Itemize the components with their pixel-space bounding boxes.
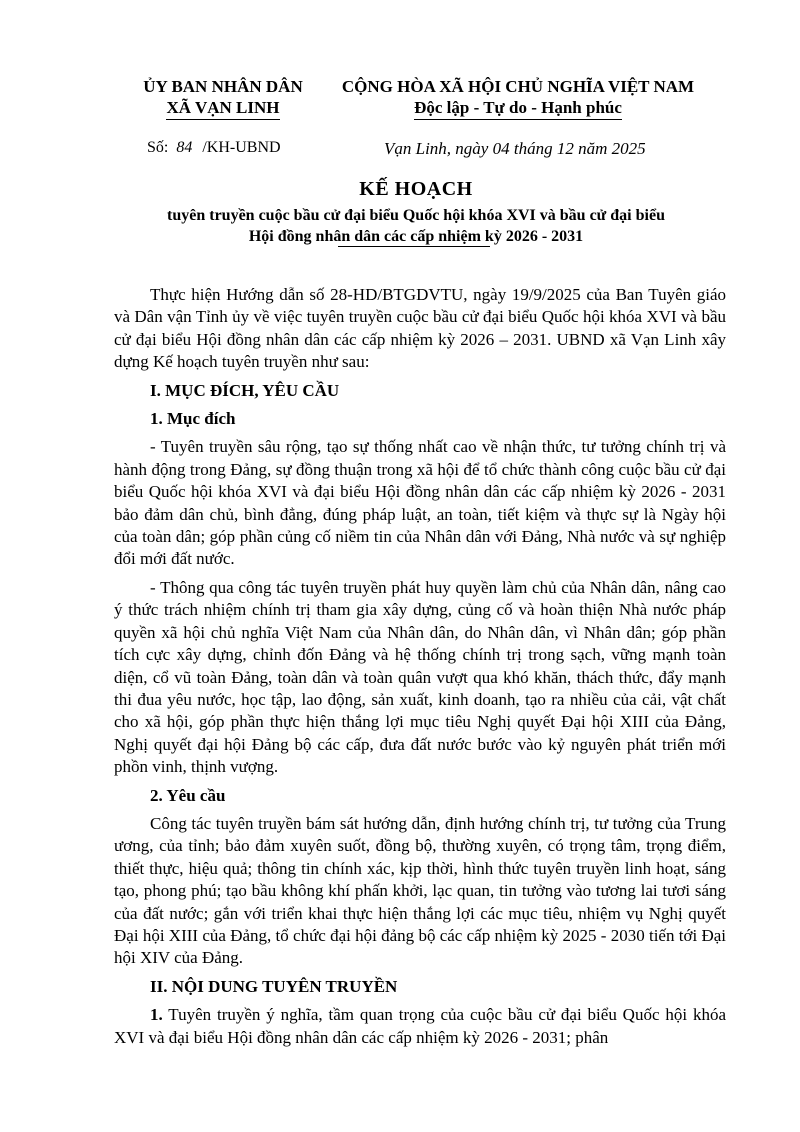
content-item-1-number: 1. <box>150 1005 163 1025</box>
subtitle-line-1: tuyên truyền cuộc bầu cử đại biểu Quốc hội khóa XVI và bầu cử đại biểu <box>167 207 665 224</box>
document-title: KẾ HOẠCH <box>359 178 473 200</box>
document-subtitle <box>60 205 772 247</box>
document-number <box>147 139 281 157</box>
intro-paragraph: Thực hiện Hướng dẫn số 28-HD/BTGDVTU, ngày 19/9/2025 của Ban Tuyên giáo và Dân vận Tỉnh ủy về việc tuyên truyền cuộc bầu cử đại biểu Quốc hội khóa XVI và bầu cử đại biểu Hội đồng nhân dân các cấp nhiệm kỳ 2026 – 2031. UBND xã Vạn Linh xây dựng Kế hoạch tuyên truyền như sau: <box>114 285 726 372</box>
subsection-heading-purpose: 1. Mục đích <box>150 409 236 429</box>
national-motto <box>336 76 700 120</box>
issue-date: Vạn Linh, ngày 04 tháng 12 năm 2025 <box>384 139 646 158</box>
requirements-paragraph: Công tác tuyên truyền bám sát hướng dẫn, định hướng chính trị, tư tưởng của Trung ương, của tỉnh; bảo đảm xuyên suốt, đồng bộ, thường xuyên, có trọng tâm, trọng điểm, thiết thực, hiệu quả; thông tin chính xác, kịp thời, hình thức tuyên truyền linh hoạt, sáng tạo, phong phú; tạo bầu không khí phấn khởi, lạc quan, tin tưởng vào tương lai tươi sáng của đất nước; gắn với triển khai thực hiện thắng lợi các mục tiêu, nhiệm vụ Nghị quyết Đại hội XIII của Đảng, tổ chức đại hội đảng bộ các cấp nhiệm kỳ 2025 - 2030 tiến tới Đại hội XIV của Đảng. <box>114 813 726 968</box>
title-underline <box>338 246 490 247</box>
document-number-value: 84 <box>176 139 193 156</box>
issuing-authority <box>118 76 328 120</box>
purpose-paragraph-1: - Tuyên truyền sâu rộng, tạo sự thống nhất cao về nhận thức, tư tưởng chính trị và hành động trong Đảng, sự đồng thuận trong xã hội để tổ chức thành công cuộc bầu cử đại biểu Quốc hội khóa XVI và đại biểu Hội đồng nhân dân các cấp nhiệm kỳ 2026 - 2031 bảo đảm dân chủ, bình đẳng, đúng pháp luật, an toàn, tiết kiệm và thực sự là Ngày hội của toàn dân; góp phần củng cố niềm tin của Nhân dân với Đảng, Nhà nước và sự nghiệp đổi mới đất nước. <box>114 437 726 569</box>
motto: Độc lập - Tự do - Hạnh phúc <box>414 97 622 120</box>
subtitle-line-2: Hội đồng nhân dân các cấp nhiệm kỳ 2026 - 2031 <box>248 228 584 245</box>
section-heading-content: II. NỘI DUNG TUYÊN TRUYỀN <box>150 976 398 996</box>
authority-name: ỦY BAN NHÂN DÂN <box>143 77 303 96</box>
content-item-1 <box>114 1004 726 1049</box>
document-number-suffix: /KH-UBND <box>202 139 281 156</box>
purpose-paragraph-2: - Thông qua công tác tuyên truyền phát huy quyền làm chủ của Nhân dân, nâng cao ý thức trách nhiệm chính trị tham gia xây dựng, củng cố và hoàn thiện Nhà nước pháp quyền xã hội chủ nghĩa Việt Nam của Nhân dân, do Nhân dân, vì Nhân dân; góp phần tích cực xây dựng, chỉnh đốn Đảng và hệ thống chính trị trong sạch, vững mạnh toàn diện, cổ vũ toàn Đảng, toàn dân và toàn quân vượt qua khó khăn, thách thức, đẩy mạnh thi đua yêu nước, học tập, lao động, sản xuất, kinh doanh, tạo ra nhiều của cải, vật chất cho xã hội, góp phần thực hiện thắng lợi mục tiêu Nghị quyết Đại hội XIII của Đảng, Nghị quyết đại hội Đảng bộ các cấp, đưa đất nước bước vào kỷ nguyên phát triển mới phồn vinh, thịnh vượng. <box>114 577 726 777</box>
subsection-heading-requirements: 2. Yêu cầu <box>150 785 226 805</box>
commune-name: XÃ VẠN LINH <box>166 97 279 120</box>
section-heading-purpose-requirements: I. MỤC ĐÍCH, YÊU CẦU <box>150 380 340 400</box>
content-item-1-text: Tuyên truyền ý nghĩa, tầm quan trọng của cuộc bầu cử đại biểu Quốc hội khóa XVI và đại biểu Hội đồng nhân dân các cấp nhiệm kỳ 2026 - 2031; phân <box>114 1005 726 1047</box>
country-name: CỘNG HÒA XÃ HỘI CHỦ NGHĨA VIỆT NAM <box>341 77 695 96</box>
document-number-prefix: Số: <box>147 139 169 156</box>
document-body <box>114 284 726 1049</box>
